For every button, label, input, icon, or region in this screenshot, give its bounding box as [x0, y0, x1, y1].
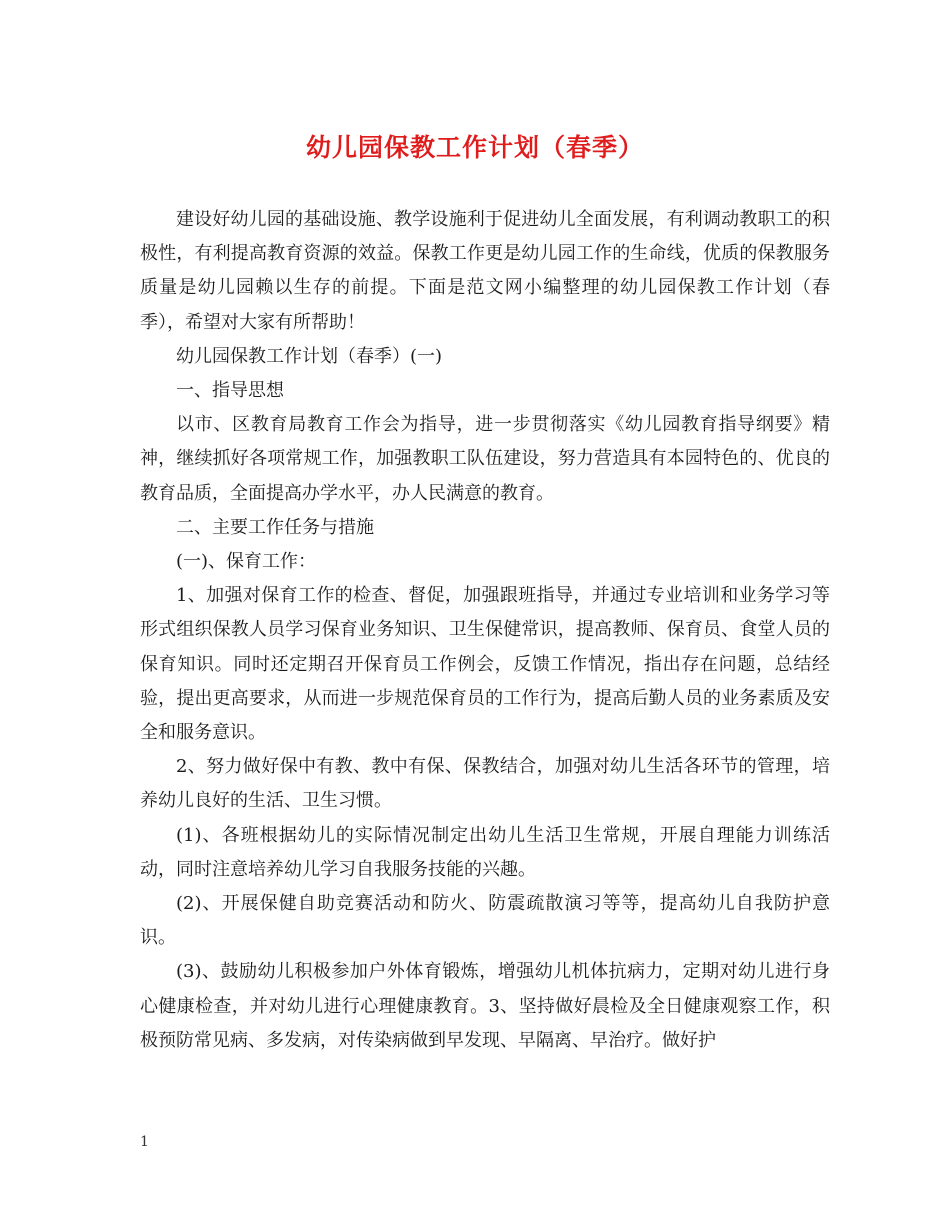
- heading-guiding-thought: 一、指导思想: [176, 380, 284, 402]
- paragraph-subtitle: 幼儿园保教工作计划（春季）(一): [176, 345, 443, 367]
- heading-care-work: (一)、保育工作：: [176, 551, 317, 573]
- page-title: 幼儿园保教工作计划（春季）: [305, 133, 644, 162]
- heading-main-tasks: 二、主要工作任务与措施: [176, 516, 374, 538]
- paragraph-subitem-3: (3)、鼓励幼儿积极参加户外体育锻炼，增强幼儿机体抗病力，定期对幼儿进行身心健康检查，并对幼儿进行心理健康教育。3、坚持做好晨检及全日健康观察工作，积极预防常见病、多发病，对传染病做到早发现、早隔离、早治疗。做好护: [140, 961, 830, 1051]
- paragraph-subitem-2: (2)、开展保健自助竞赛活动和防火、防震疏散演习等等，提高幼儿自我防护意识。: [140, 893, 830, 949]
- paragraph-guiding-thought: 以市、区教育局教育工作会为指导，进一步贯彻落实《幼儿园教育指导纲要》精神，继续抓好各项常规工作，加强教职工队伍建设，努力营造具有本园特色的、优良的教育品质，全面提高办学水平，办人民满意的教育。: [140, 414, 830, 504]
- paragraph-subitem-1: (1)、各班根据幼儿的实际情况制定出幼儿生活卫生常规，开展自理能力训练活动，同时注意培养幼儿学习自我服务技能的兴趣。: [140, 824, 830, 880]
- document-body: [140, 203, 830, 1058]
- paragraph-item-1: 1、加强对保育工作的检查、督促，加强跟班指导，并通过专业培训和业务学习等形式组织保教人员学习保育业务知识、卫生保健常识，提高教师、保育员、食堂人员的保育知识。同时还定期召开保育员工作例会，反馈工作情况，指出存在问题，总结经验，提出更高要求，从而进一步规范保育员的工作行为，提高后勤人员的业务素质及安全和服务意识。: [140, 585, 830, 744]
- paragraph-item-2: 2、努力做好保中有教、教中有保、保教结合，加强对幼儿生活各环节的管理，培养幼儿良好的生活、卫生习惯。: [140, 756, 830, 812]
- paragraph-intro: 建设好幼儿园的基础设施、教学设施利于促进幼儿全面发展，有利调动教职工的积极性，有利提高教育资源的效益。保教工作更是幼儿园工作的生命线，优质的保教服务质量是幼儿园赖以生存的前提。下面是范文网小编整理的幼儿园保教工作计划（春季），希望对大家有所帮助！: [140, 209, 830, 333]
- page-number: 1: [140, 1134, 149, 1150]
